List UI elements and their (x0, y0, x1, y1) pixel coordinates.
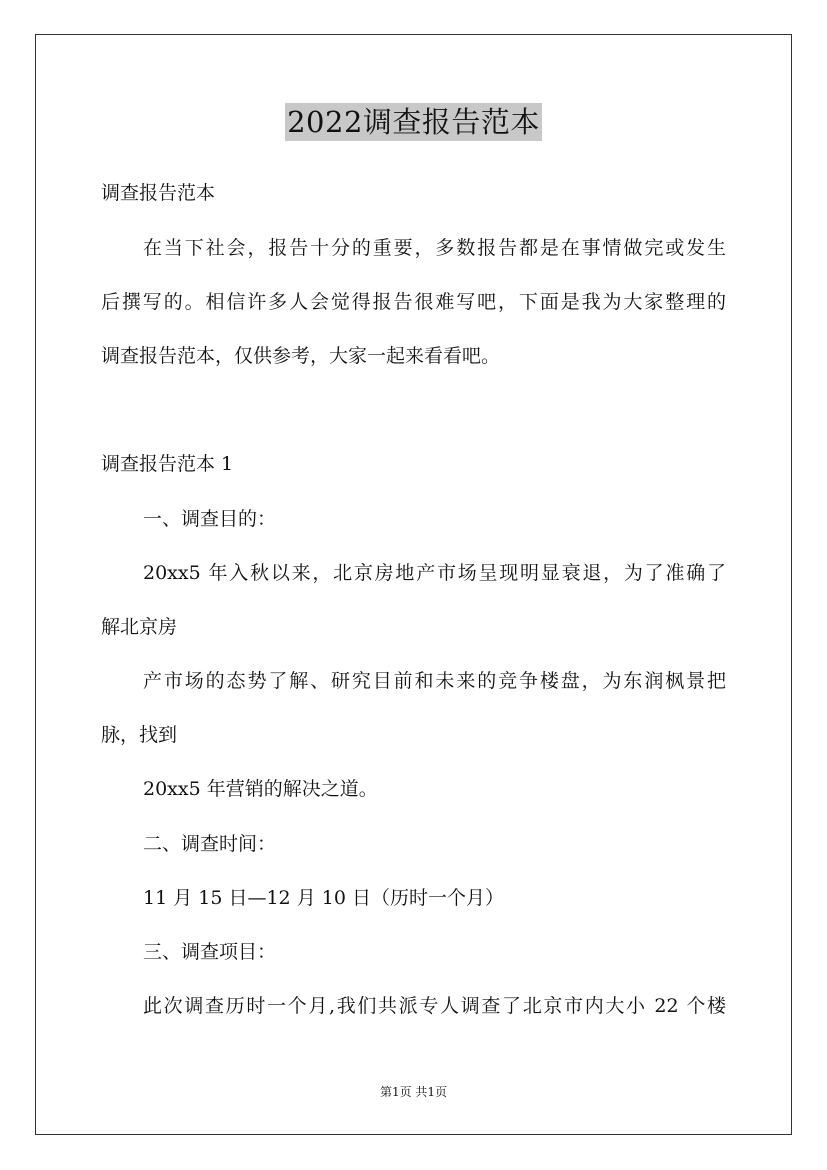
paragraph-line: 此次调查历时一个月,我们共派专人调查了北京市内大小 22 个楼 (143, 995, 726, 1017)
document-title: 2022调查报告范本 (287, 105, 540, 139)
list-heading: 三、调查项目： (143, 941, 277, 963)
list-heading: 一、调查目的： (143, 508, 277, 530)
paragraph-line: 调查报告范本，仅供参考，大家一起来看看吧。 (101, 345, 501, 367)
page-footer: 第1页 共1页 (379, 1085, 448, 1099)
paragraph-line: 脉，找到 (101, 724, 178, 746)
paragraph-line: 后撰写的。相信许多人会觉得报告很难写吧，下面是我为大家整理的 (101, 291, 726, 313)
paragraph-line: 11 月 15 日—12 月 10 日（历时一个月） (143, 887, 504, 909)
paragraph-line: 产市场的态势了解、研究目前和未来的竞争楼盘，为东润枫景把 (143, 670, 726, 692)
title-container (0, 103, 827, 141)
list-heading: 二、调查时间： (143, 833, 277, 855)
paragraph-line: 20xx5 年入秋以来，北京房地产市场呈现明显衰退，为了准确了 (143, 562, 726, 584)
paragraph-line: 20xx5 年营销的解决之道。 (143, 778, 378, 800)
section-heading: 调查报告范本 (101, 182, 216, 204)
section-heading: 调查报告范本 1 (101, 453, 234, 475)
paragraph-line: 在当下社会，报告十分的重要，多数报告都是在事情做完或发生 (143, 237, 726, 259)
paragraph-line: 解北京房 (101, 616, 178, 638)
